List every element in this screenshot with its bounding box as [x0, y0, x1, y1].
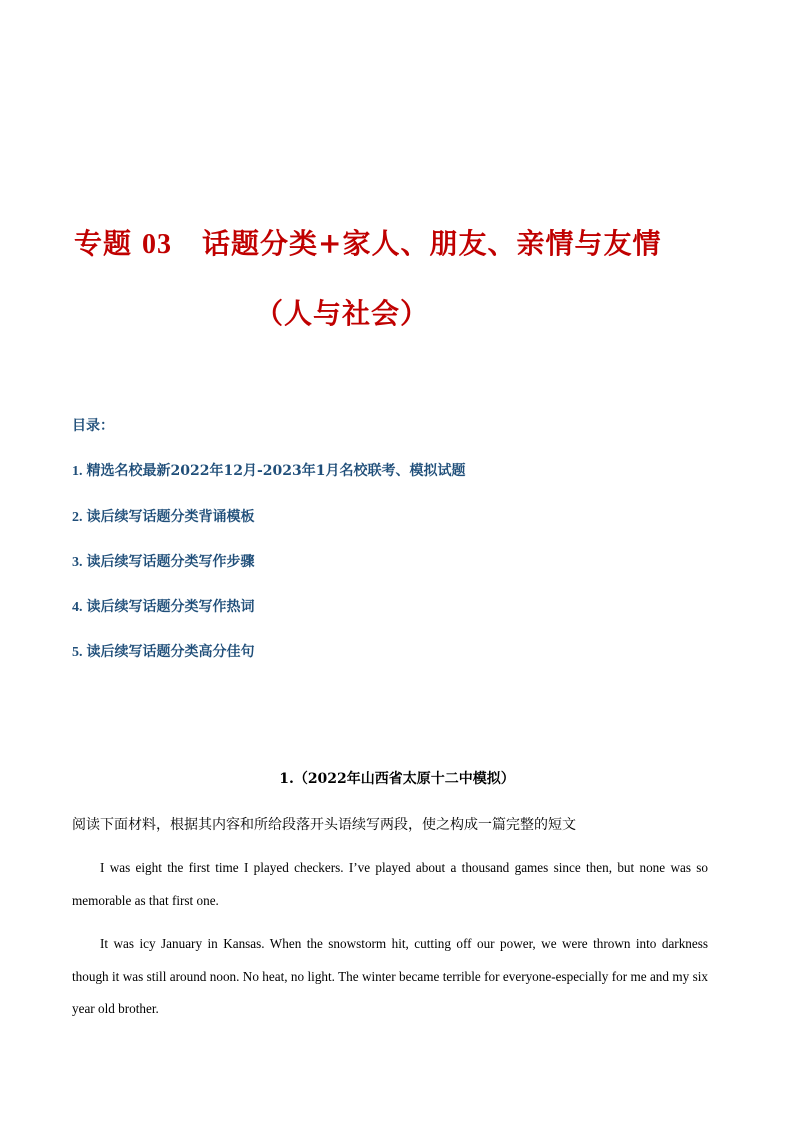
toc-item-index: 5.	[72, 645, 83, 660]
story-paragraph-2: It was icy January in Kansas. When the snowstorm hit, cutting off our power, we were thrown into darkness though it was still around noon. No heat, no light. The winter became terrible for everyone-especially for me and my six year old brother.	[72, 936, 708, 1016]
page-title	[74, 222, 661, 262]
question-instruction: 阅读下面材料，根据其内容和所给段落开头语续写两段，使之构成一篇完整的短文	[72, 817, 576, 833]
page-subtitle: （人与社会）	[255, 297, 430, 330]
toc-heading: 目录：	[72, 418, 114, 434]
story-paragraph-1: I was eight the first time I played checkers. I’ve played about a thousand games since then, but none was so memorable as that first one.	[72, 860, 708, 908]
question-source: 1.（2022年山西省太原十二中模拟）	[279, 771, 515, 787]
toc-item-1	[72, 460, 465, 480]
toc-item-index: 1.	[72, 464, 83, 479]
title-number: 03	[142, 229, 173, 260]
toc-item-text: 读后续写话题分类写作热词	[86, 599, 255, 615]
toc-item-index: 4.	[72, 600, 83, 615]
toc-item-text: 精选名校最新2022年12月-2023年1月名校联考、模拟试题	[86, 463, 466, 479]
toc-item-2	[72, 506, 255, 526]
toc-item-text: 读后续写话题分类高分佳句	[86, 644, 255, 660]
toc-item-text: 读后续写话题分类写作步骤	[86, 554, 255, 570]
title-prefix: 专题	[74, 227, 133, 260]
toc-item-index: 2.	[72, 510, 83, 525]
toc-item-5	[72, 641, 255, 661]
toc-item-text: 读后续写话题分类背诵模板	[86, 509, 255, 525]
toc-item-3	[72, 551, 255, 571]
title-main: 话题分类+家人、朋友、亲情与友情	[202, 227, 662, 260]
toc-item-index: 3.	[72, 555, 83, 570]
toc-item-4	[72, 596, 255, 616]
